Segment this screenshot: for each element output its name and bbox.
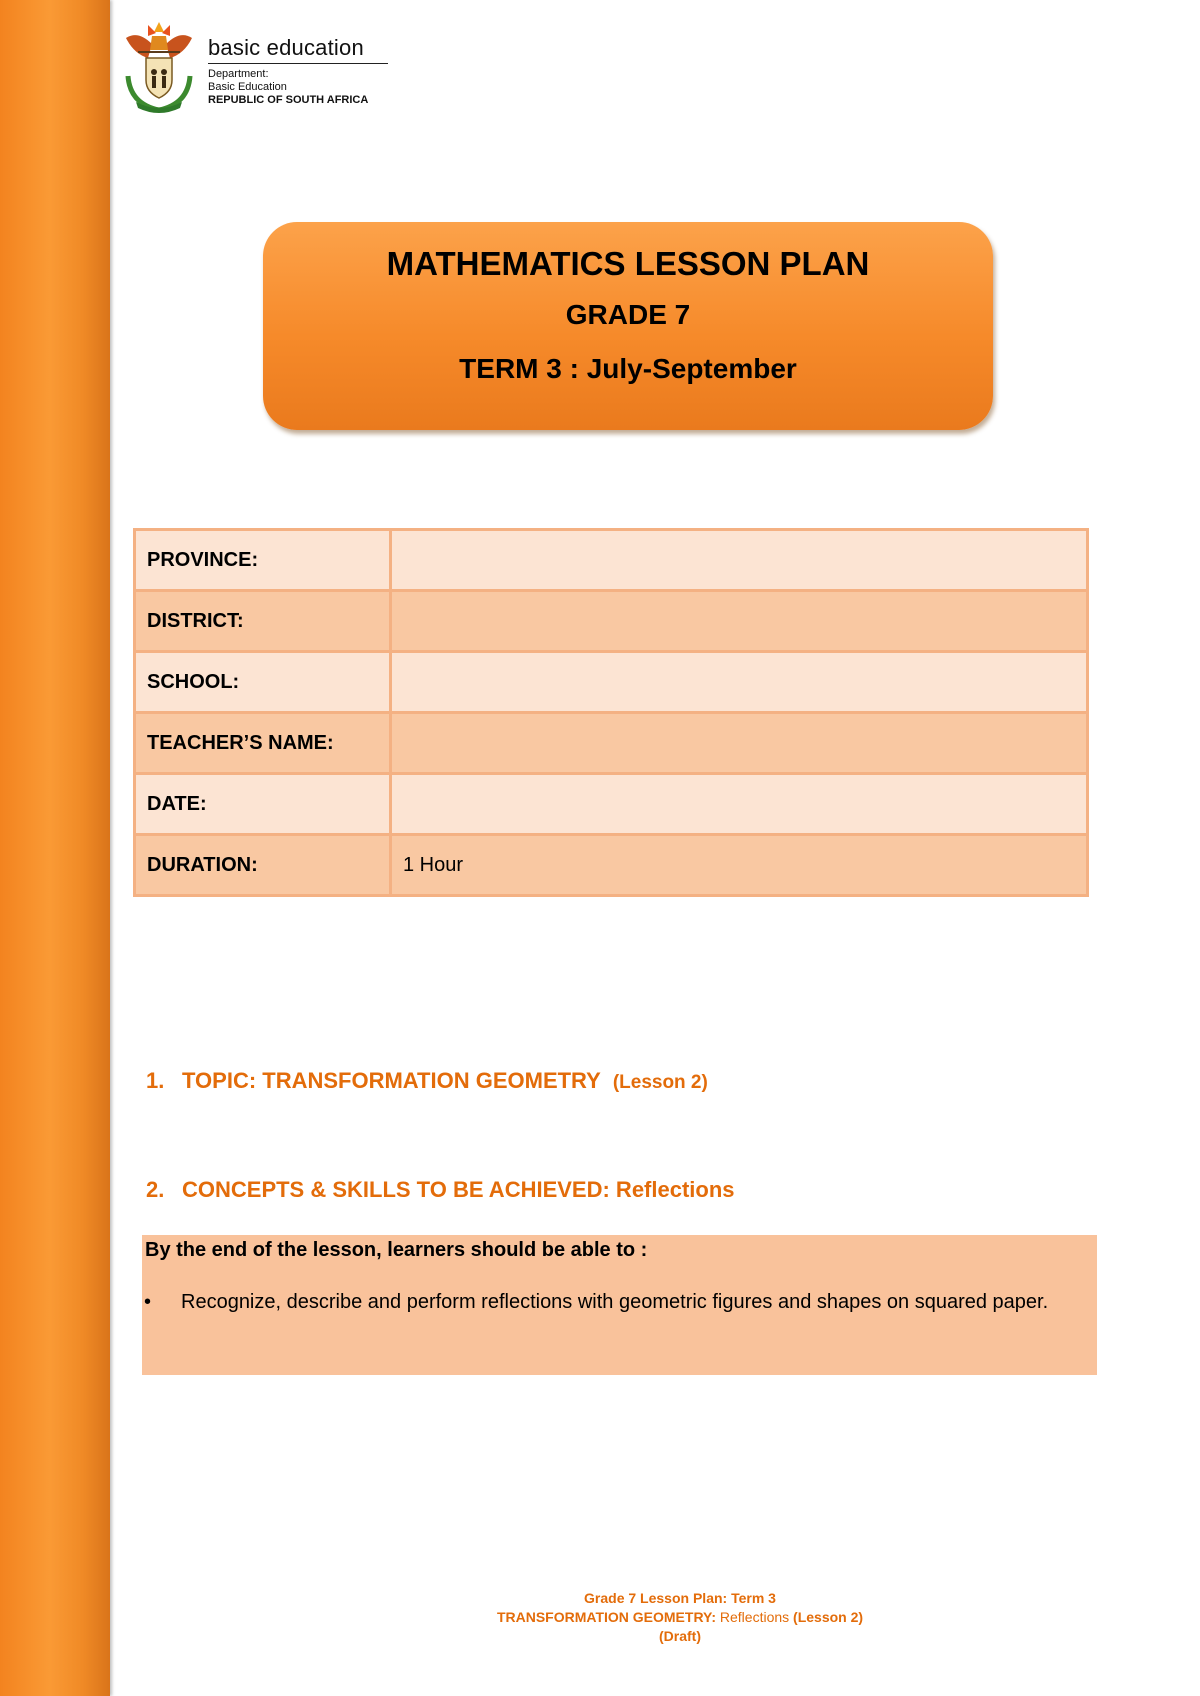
topic-note: (Lesson 2)	[612, 1072, 708, 1093]
district-label: DISTRICT:	[135, 591, 391, 652]
coat-of-arms-logo	[118, 18, 200, 114]
district-value[interactable]	[391, 591, 1088, 652]
footer-lesson: (Lesson 2)	[793, 1609, 864, 1625]
objective-text: Recognize, describe and perform reflections with geometric figures and shapes on squared paper.	[181, 1291, 1049, 1313]
footer-subtopic: Reflections	[719, 1609, 790, 1625]
objectives-box	[142, 1235, 1097, 1375]
bullet-icon: •	[144, 1291, 152, 1313]
table-row	[135, 591, 1088, 652]
brand-title: basic education	[208, 36, 388, 64]
footer-line-3: (Draft)	[659, 1628, 701, 1644]
page-footer	[400, 1589, 960, 1646]
table-row	[135, 774, 1088, 835]
teacher-name-value[interactable]	[391, 713, 1088, 774]
title-banner	[263, 222, 993, 430]
footer-line-2	[400, 1608, 960, 1627]
list-item	[142, 1287, 1082, 1317]
school-label: SCHOOL:	[135, 652, 391, 713]
brand-country: REPUBLIC OF SOUTH AFRICA	[208, 94, 369, 106]
duration-label: DURATION:	[135, 835, 391, 896]
table-row	[135, 530, 1088, 591]
footer-line-1: Grade 7 Lesson Plan: Term 3	[584, 1590, 776, 1606]
concepts-number: 2.	[146, 1177, 165, 1202]
document-title: MATHEMATICS LESSON PLAN	[386, 245, 870, 282]
term-label: TERM 3 : July-September	[459, 353, 797, 384]
date-label: DATE:	[135, 774, 391, 835]
brand-department-name: Basic Education	[208, 81, 287, 93]
concepts-text: CONCEPTS & SKILLS TO BE ACHIEVED: Reflections	[182, 1177, 735, 1202]
topic-text: TOPIC: TRANSFORMATION GEOMETRY	[182, 1068, 601, 1093]
province-label: PROVINCE:	[135, 530, 391, 591]
objectives-lead: By the end of the lesson, learners should be able to :	[145, 1239, 648, 1261]
lesson-info-table	[133, 528, 1089, 897]
topic-number: 1.	[146, 1068, 165, 1093]
school-value[interactable]	[391, 652, 1088, 713]
concepts-heading	[146, 1177, 735, 1203]
date-value[interactable]	[391, 774, 1088, 835]
table-row	[135, 835, 1088, 896]
grade-label: GRADE 7	[565, 299, 691, 330]
department-branding	[208, 36, 388, 107]
coat-of-arms-icon	[118, 18, 200, 114]
decorative-side-bar	[0, 0, 110, 1696]
topic-heading	[146, 1068, 708, 1094]
teacher-name-label: TEACHER’S NAME:	[135, 713, 391, 774]
province-value[interactable]	[391, 530, 1088, 591]
table-row	[135, 713, 1088, 774]
table-row	[135, 652, 1088, 713]
brand-department-label: Department:	[208, 68, 269, 80]
footer-topic: TRANSFORMATION GEOMETRY:	[496, 1609, 716, 1625]
duration-value[interactable]: 1 Hour	[391, 835, 1088, 896]
